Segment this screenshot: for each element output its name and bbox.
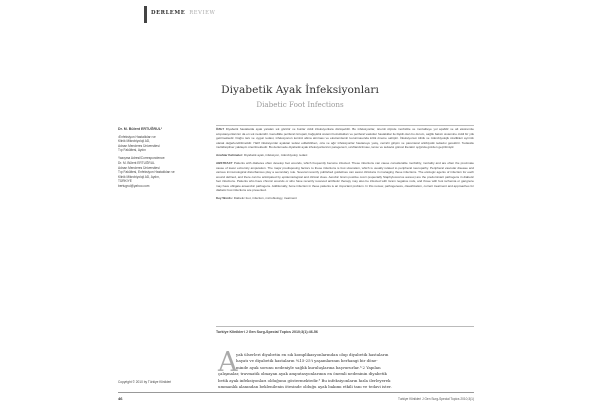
keywords-tr-text: Diyabetik ayak, infeksiyon, mikrobiyoloji, tedavi bbox=[243, 152, 308, 157]
section-header bbox=[151, 10, 215, 16]
correspondence-address: Klinik Mikrobiyoloji AD, Aydın, bbox=[118, 174, 160, 179]
body-line: betik ayak infeksiyonları olduğunu göstermektedir.³ Bu infeksiyonların hızla ilerleyerek bbox=[218, 377, 391, 383]
affiliation-line: ¹Enfeksiyon Hastalıkları ve bbox=[118, 134, 156, 139]
citation: Turkiye Klinikleri J Gen Surg-Special Topics 2010;3(1):46-56 bbox=[216, 330, 318, 334]
correspondence-name: Dr. M. Bülent ERTUĞRUL bbox=[118, 161, 155, 166]
author-name: Dr. M. Bülent ERTUĞRUL¹ bbox=[118, 127, 163, 131]
abstract-tr-text: Diyabetik hastalarda ayak yaraları sık görülür ve bunlar ciddi infeksiyonlara dönüşebilir. Bu infeksiyonlar, önemli ölçüde morbidite ve mortaliteye yol açabilir ve alt ekstremite amputasyonlarının da en sık nedenidir. Genellikle periferal nöropati, bağışıklık sistemi bozuklukları ve periferal vasküler hastalıklar ile ilişkili olan bu durum, sağlık bakım sistemine ciddi bir yük getirmektedir. Doğru tanı ve uygun tedavi, infeksiyonun kontrol altına alınması ve ekstremitenin korunmasında kritik öneme sahiptir. İnfeksiyonun klinik ve mikrobiyolojik özellikleri ayrıntılı olarak değerlendirilmelidir. Hafif infeksiyonlar ayaktan tedavi edilebilirken, orta ve ağır infeksiyonlar hastaneye yatış, cerrahi girişim ve parenteral antibiyotik tedavisi gerektirir. Tedavide multidisipliner yaklaşım önerilmektedir. Bu derlemede diyabetik ayak infeksiyonlarının patogenezi, sınıflandırılması, tanısı ve tedavisi güncel literatür ışığında gözden geçirilmiştir. bbox=[216, 127, 474, 149]
keywords-en-label: Key Words: bbox=[216, 195, 233, 200]
body-line: yak ülserleri diyabetin en sık komplikasyonlarından olup diyabetik hastaların bbox=[236, 352, 389, 357]
correspondence-address: Adnan Menderes Üniversitesi bbox=[118, 165, 160, 170]
author-sidebar bbox=[118, 127, 212, 189]
correspondence-title: Yazışma Adresi/Correspondence: bbox=[118, 156, 166, 161]
body-line: minde ayak sorunu nedeniyle sağlık kuruluşlarına başvururlar.¹˒2 Yapılan bbox=[236, 364, 381, 370]
keywords-en-text: Diabetic foot, infection, microbiology, treatment bbox=[233, 195, 297, 200]
correspondence-email: bertugrul@yahoo.com bbox=[118, 184, 150, 189]
section-label-en: REVIEW bbox=[189, 10, 216, 16]
abstract-top-rule bbox=[216, 125, 474, 126]
body-text bbox=[218, 352, 474, 390]
page-number: 46 bbox=[118, 396, 123, 401]
affiliation-line: Tıp Fakültesi, Aydın bbox=[118, 148, 146, 153]
keywords-tr-label: Anahtar Kelimeler: bbox=[216, 152, 244, 157]
article-title-en: Diabetic Foot Infections bbox=[256, 100, 344, 109]
footer-reference: Turkiye Klinikleri J Gen Surg-Special Topics 2010;3(1) bbox=[398, 397, 474, 401]
body-line: hayatı ve diyabetik hastaların %15-25'i yaşamlarının herhangi bir döne- bbox=[236, 358, 378, 364]
body-line: ummanlık alanından beklenilenin ötesinde olduğu ayak bakımı etkili tanı ve tedavi ister. bbox=[218, 384, 392, 390]
abstract-tr bbox=[216, 127, 474, 150]
abstract-en bbox=[216, 161, 474, 193]
body-line: çalışmalar, travmatik olmayan ayak amputasyonlarının en önemli nedeninin diyabetik bbox=[218, 371, 387, 377]
abstract-bottom-rule bbox=[216, 326, 474, 327]
copyright-note: Copyright © 2010 by Türkiye Klinikleri bbox=[118, 380, 172, 384]
footer-rule bbox=[118, 392, 474, 393]
abstract-tr-label: ÖZET bbox=[216, 127, 225, 131]
drop-cap: A bbox=[218, 347, 238, 378]
abstract-block bbox=[216, 127, 474, 200]
correspondence-address: Tıp Fakültesi, Enfeksiyon Hastalıkları ve bbox=[118, 170, 175, 175]
affiliation-line: Adnan Menderes Üniversitesi bbox=[118, 143, 160, 148]
keywords-en bbox=[216, 196, 474, 201]
section-label: DERLEME bbox=[151, 10, 186, 16]
article-title: Diyabetik Ayak İnfeksiyonları bbox=[221, 84, 379, 96]
affiliation-line: Klinik Mikrobiyoloji AD, bbox=[118, 139, 151, 144]
abstract-en-label: ABSTRACT bbox=[216, 161, 233, 165]
abstract-en-text: Patients with diabetes often develop foot wounds, which frequently become infected. These infections can cause considerable morbidity, mortality and are often the proximate cause of lower extremity amputation. The major predisposing factors to these infections is foot ulceration, which is usually related to peripheral neuropathy. Peripheral vascular disease and various immunological disturbances play a secondary role. Several recently published guidelines can assist clinicians in managing these infections. The etiologic agents of infection for each wound defined, and there can be anticipated by epidemiological and clinical clues. Aerobic Gram positive cocci (especially Staphylococcus aureus) are the predominant pathogens in diabetic foot infections. Patients who have chronic wounds or who have recently received antibiotic therapy may also be infected with Gram negative rods, and those with foot ischemia or gangrene may have obligate anaerobic pathogens. Additionally, bone infection in these patients is an important problem. In this review, pathogenesis, classification, current treatment and approaches for diabetic foot infections are presented. bbox=[216, 161, 474, 192]
section-marker-bar bbox=[144, 6, 147, 23]
correspondence-address: TÜRKİYE bbox=[118, 179, 132, 184]
